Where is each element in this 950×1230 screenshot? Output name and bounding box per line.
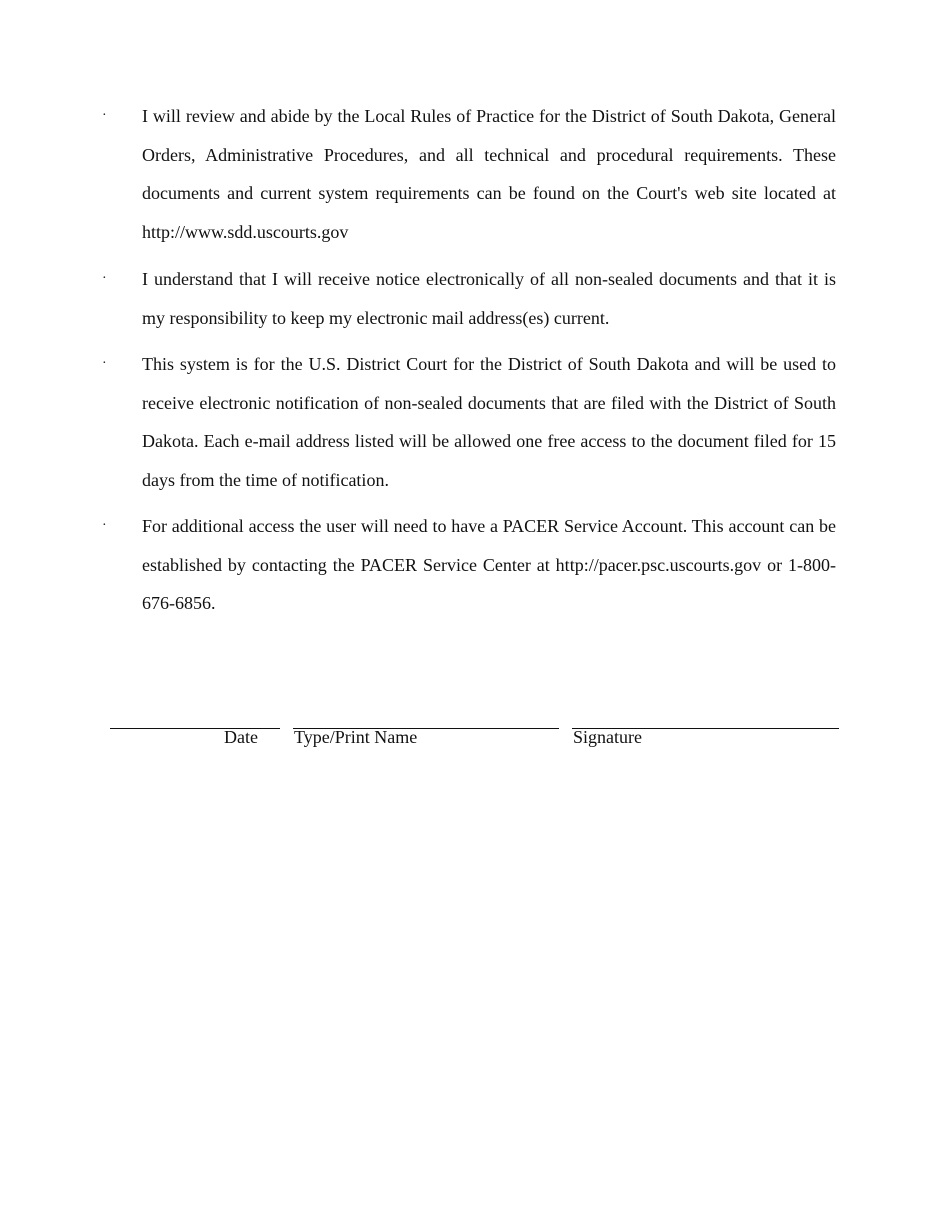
bullet-mark: · (102, 271, 107, 286)
bullet-text-system: This system is for the U.S. District Court for the District of South Dakota and will be used to receive electronic notification of non-sealed documents that are filed with the District of South Dakota. Each e-mail address listed will be allowed one free access to the document filed for 15 days from the time of notification. (142, 354, 836, 490)
bullet-mark: · (102, 518, 107, 533)
date-label: Date (224, 727, 258, 747)
bullet-text-local-rules: I will review and abide by the Local Rules of Practice for the District of South Dakota, General Orders, Administrative Procedures, and all technical and procedural requirements. These documents and current system requirements can be found on the Court's web site located at http://www.sdd.uscourts.gov (142, 106, 836, 242)
bullet-mark: · (102, 356, 107, 371)
bullet-text-notice: I understand that I will receive notice electronically of all non-sealed documents and that it is my responsibility to keep my electronic mail address(es) current. (142, 269, 836, 328)
signature-label: Signature (573, 727, 642, 747)
name-label: Type/Print Name (294, 727, 418, 747)
bullet-text-pacer: For additional access the user will need to have a PACER Service Account. This account can be established by contacting the PACER Service Center at http://pacer.psc.uscourts.gov or 1-800-676-6856. (142, 516, 836, 613)
bullet-mark: · (102, 108, 107, 123)
